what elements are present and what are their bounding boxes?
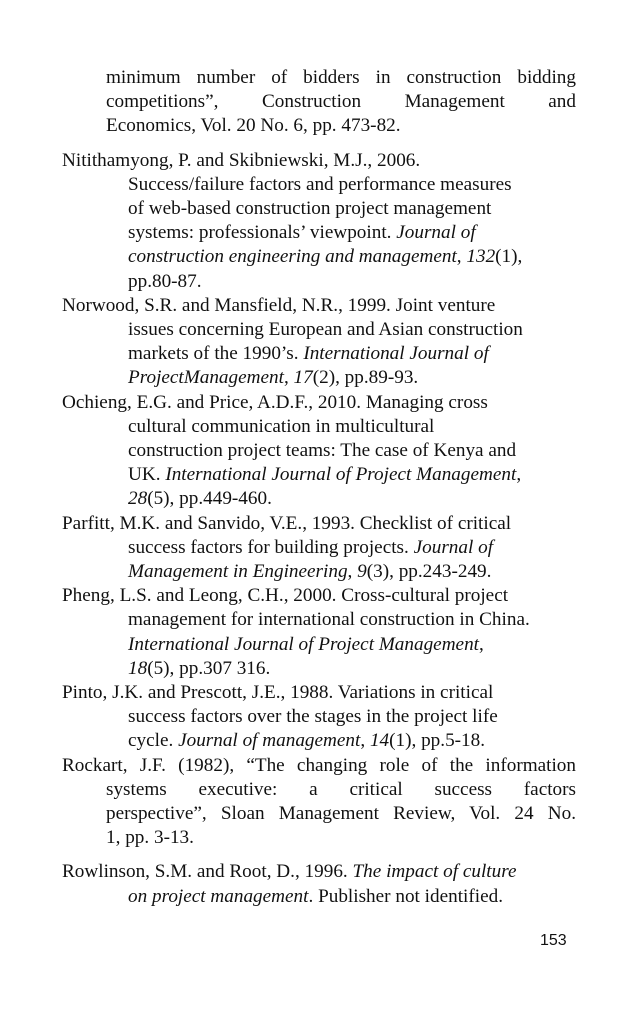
- reference-line: [62, 439, 576, 463]
- reference-italic-text: 14: [369, 730, 390, 752]
- reference-italic-text: Journal of: [413, 536, 494, 558]
- reference-text: Parfitt, M.K. and Sanvido, V.E., 1993. Checklist of critical: [62, 512, 512, 534]
- reference-entry-norwood: [62, 294, 576, 391]
- reference-text: minimum number of bidders in construction bidding: [106, 67, 576, 88]
- reference-entry-rockart: [62, 754, 576, 851]
- reference-text: Nitithamyong, P. and Skibniewski, M.J., 2006.: [62, 149, 421, 171]
- reference-entry-pheng: [62, 584, 576, 681]
- reference-text: markets of the 1990’s.: [128, 343, 304, 365]
- reference-line: [62, 463, 576, 487]
- reference-line: [62, 487, 576, 511]
- reference-line: [62, 802, 576, 826]
- page-number: 153: [540, 932, 567, 949]
- reference-line: [62, 342, 576, 366]
- reference-line: [62, 415, 576, 439]
- reference-line: [62, 860, 576, 884]
- reference-text: cultural communication in multicultural: [128, 415, 435, 437]
- reference-italic-text: 17: [293, 367, 313, 389]
- reference-text: ,: [347, 561, 358, 583]
- reference-italic-text: Journal of: [396, 222, 476, 244]
- reference-text: Norwood, S.R. and Mansfield, N.R., 1999. Joint venture: [62, 294, 496, 316]
- reference-line: [62, 826, 576, 850]
- reference-line: [62, 66, 576, 90]
- reference-line: [62, 294, 576, 318]
- reference-text: ,: [283, 367, 294, 389]
- reference-italic-text: International Journal of Project Management: [165, 464, 517, 486]
- reference-line: [62, 729, 576, 753]
- reference-italic-text: International Journal of: [303, 343, 489, 365]
- reference-text: (1),: [495, 246, 523, 268]
- reference-text: ,: [360, 730, 370, 752]
- reference-text: Pinto, J.K. and Prescott, J.E., 1988. Variations in critical: [62, 682, 494, 704]
- reference-text: perspective”, Sloan Management Review, Vol. 24 No.: [106, 803, 576, 825]
- reference-text: Ochieng, E.G. and Price, A.D.F., 2010. Managing cross: [62, 391, 488, 413]
- reference-entry-rowlinson: [62, 860, 576, 908]
- reference-list: [62, 66, 576, 909]
- reference-italic-text: The impact of culture: [352, 861, 517, 883]
- reference-line: [62, 366, 576, 390]
- reference-entry-ochieng: [62, 391, 576, 512]
- reference-text: (3), pp.243-249.: [366, 561, 492, 583]
- reference-italic-text: 9: [357, 561, 367, 583]
- reference-line: [62, 221, 576, 245]
- reference-line: [62, 754, 576, 778]
- reference-italic-text: on project management: [128, 885, 309, 907]
- reference-text: Rowlinson, S.M. and Root, D., 1996.: [62, 861, 353, 883]
- reference-line: [62, 173, 576, 197]
- reference-italic-text: Management in Engineering: [128, 561, 348, 583]
- reference-line: [62, 245, 576, 269]
- reference-text: Success/failure factors and performance measures: [128, 173, 512, 195]
- reference-line: [62, 778, 576, 802]
- reference-line: [62, 512, 576, 536]
- reference-line: [62, 885, 576, 909]
- reference-text: 1, pp. 3-13.: [106, 827, 194, 849]
- reference-text: success factors over the stages in the project life: [128, 706, 498, 728]
- reference-line: [62, 560, 576, 584]
- reference-text: ,: [479, 633, 484, 655]
- reference-text: management for international construction in China.: [128, 609, 530, 631]
- reference-text: success factors for building projects.: [128, 536, 414, 558]
- reference-line: [62, 657, 576, 681]
- reference-line: [62, 197, 576, 221]
- reference-entry-parfitt: [62, 512, 576, 585]
- reference-text: competitions”, Construction Management and: [106, 91, 576, 113]
- reference-line: [62, 90, 576, 114]
- reference-text: (5), pp.307 316.: [147, 657, 271, 679]
- reference-line: [62, 270, 576, 294]
- reference-line: [62, 681, 576, 705]
- reference-text: ,: [516, 464, 522, 486]
- reference-italic-text: 18: [128, 657, 148, 679]
- reference-text: issues concerning European and Asian construction: [128, 319, 523, 340]
- reference-line: [62, 584, 576, 608]
- reference-text: cycle.: [128, 730, 179, 752]
- reference-line: [62, 318, 576, 342]
- reference-italic-text: International Journal of Project Management: [128, 633, 479, 655]
- reference-text: of web-based construction project management: [128, 197, 492, 219]
- reference-text: Rockart, J.F. (1982), “The changing role of the information: [62, 754, 576, 776]
- reference-italic-text: 28: [128, 488, 148, 510]
- reference-text: systems executive: a critical success factors: [106, 778, 576, 800]
- reference-line: [62, 705, 576, 729]
- reference-text: (1), pp.5-18.: [389, 730, 486, 752]
- reference-italic-text: 132: [466, 246, 496, 268]
- reference-text: construction project teams: The case of Kenya and: [128, 440, 517, 462]
- reference-line: [62, 391, 576, 415]
- reference-line: [62, 114, 576, 138]
- reference-italic-text: construction engineering and management: [128, 246, 457, 268]
- reference-text: Economics, Vol. 20 No. 6, pp. 473-82.: [106, 115, 401, 137]
- reference-entry-nitithamyong: [62, 149, 576, 294]
- reference-italic-text: ProjectManagement: [128, 367, 284, 389]
- reference-text: UK.: [128, 464, 166, 486]
- reference-line: [62, 608, 576, 632]
- reference-italic-text: Journal of management: [178, 730, 361, 752]
- reference-line: [62, 633, 576, 657]
- reference-text: (2), pp.89-93.: [312, 367, 419, 389]
- reference-line: [62, 149, 576, 173]
- reference-line: [62, 536, 576, 560]
- reference-text: systems: professionals’ viewpoint.: [128, 222, 397, 244]
- reference-entry-pinto: [62, 681, 576, 754]
- reference-text: pp.80-87.: [128, 270, 202, 292]
- reference-text: . Publisher not identified.: [308, 885, 503, 907]
- reference-text: (5), pp.449-460.: [147, 488, 272, 510]
- reference-text: ,: [456, 246, 467, 268]
- reference-entry-cont: [62, 66, 576, 139]
- reference-text: Pheng, L.S. and Leong, C.H., 2000. Cross-cultural project: [62, 585, 509, 607]
